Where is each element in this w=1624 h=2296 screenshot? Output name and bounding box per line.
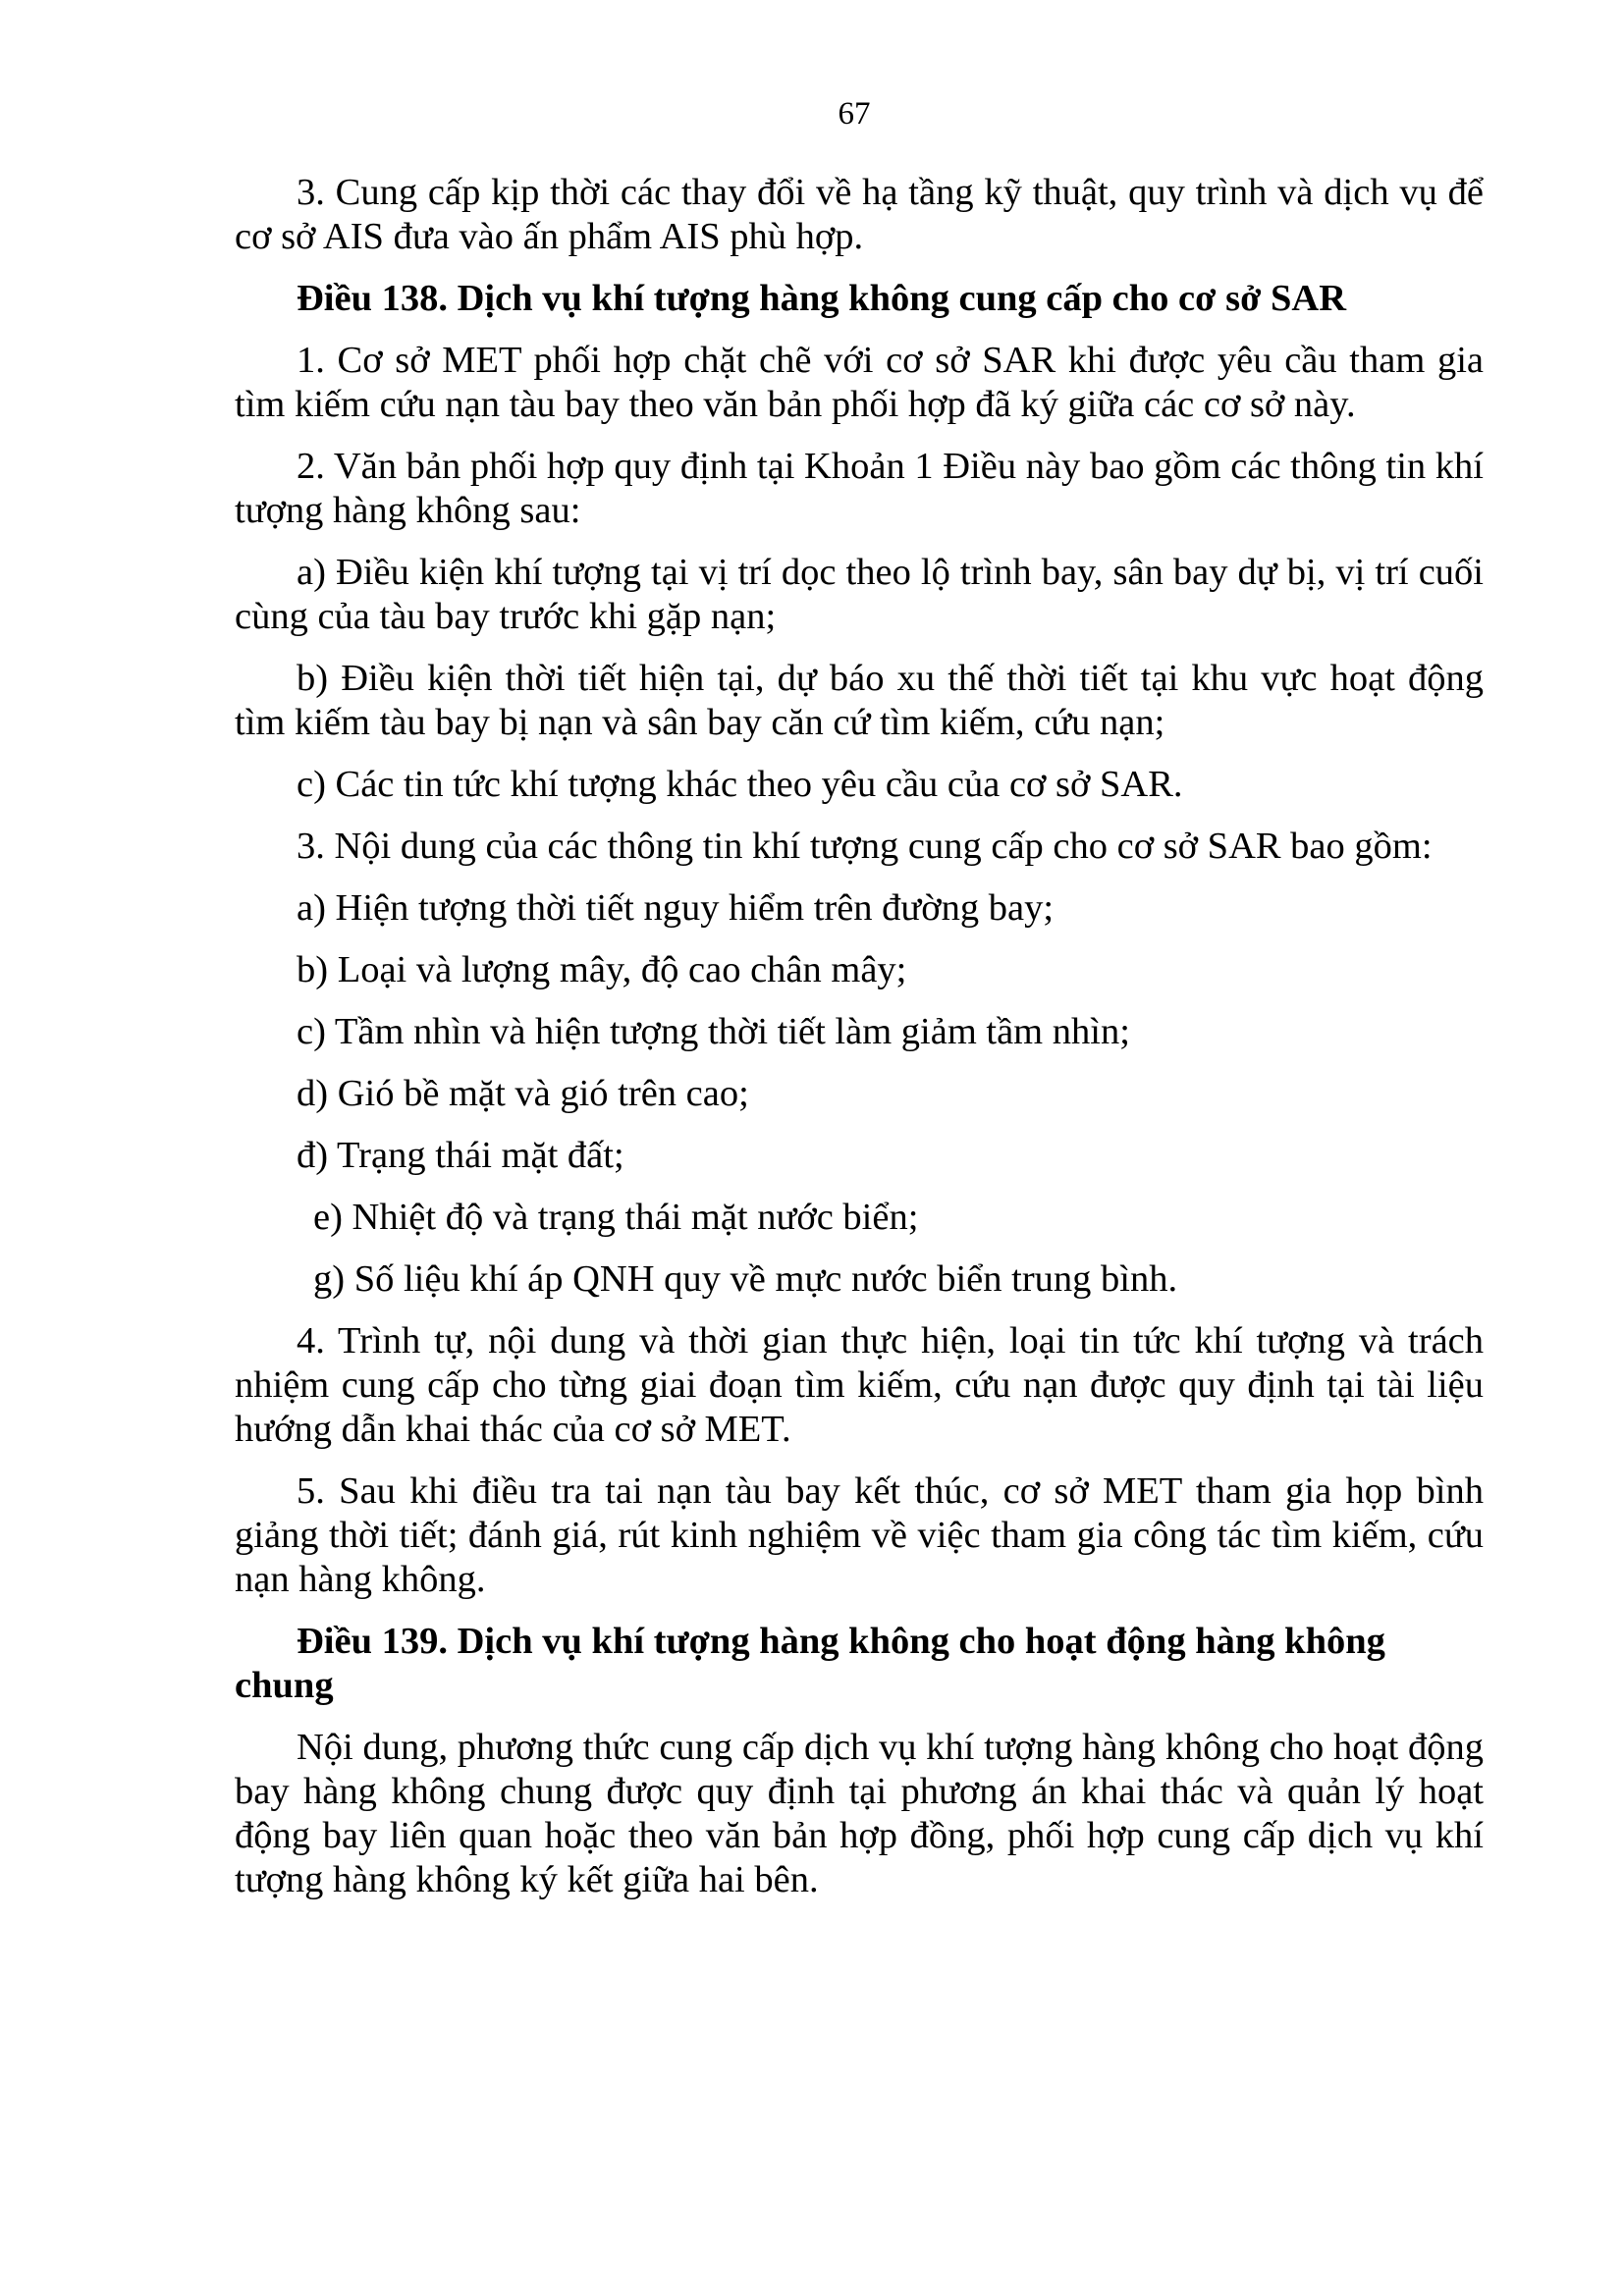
- paragraph-138-1: 1. Cơ sở MET phối hợp chặt chẽ với cơ sở SAR khi được yêu cầu tham gia tìm kiếm cứu nạn tàu bay theo văn bản phối hợp đã ký giữa các cơ sở này.: [235, 340, 1484, 425]
- paragraph-138-3c: c) Tầm nhìn và hiện tượng thời tiết làm giảm tầm nhìn;: [297, 1011, 1130, 1052]
- document-body: [235, 171, 1484, 1920]
- page-number: 67: [838, 96, 871, 132]
- paragraph-138-3dd: đ) Trạng thái mặt đất;: [297, 1135, 624, 1176]
- paragraph-138-3e: e) Nhiệt độ và trạng thái mặt nước biển;: [313, 1197, 919, 1238]
- paragraph-138-2a: a) Điều kiện khí tượng tại vị trí dọc theo lộ trình bay, sân bay dự bị, vị trí cuối cùng của tàu bay trước khi gặp nạn;: [235, 552, 1484, 637]
- paragraph-138-4: 4. Trình tự, nội dung và thời gian thực hiện, loại tin tức khí tượng và trách nhiệm cung cấp cho từng giai đoạn tìm kiếm, cứu nạn được quy định tại tài liệu hướng dẫn khai thác của cơ sở MET.: [235, 1320, 1484, 1450]
- paragraph-138-2b: b) Điều kiện thời tiết hiện tại, dự báo xu thế thời tiết tại khu vực hoạt động tìm kiếm tàu bay bị nạn và sân bay căn cứ tìm kiếm, cứu nạn;: [235, 658, 1484, 743]
- paragraph-138-2c: c) Các tin tức khí tượng khác theo yêu cầu của cơ sở SAR.: [297, 764, 1183, 805]
- article-139-heading: Điều 139. Dịch vụ khí tượng hàng không cho hoạt động hàng không chung: [235, 1621, 1385, 1706]
- paragraph-138-3a: a) Hiện tượng thời tiết nguy hiểm trên đường bay;: [297, 887, 1055, 929]
- paragraph-138-3: 3. Nội dung của các thông tin khí tượng cung cấp cho cơ sở SAR bao gồm:: [297, 826, 1433, 867]
- paragraph-139-body: Nội dung, phương thức cung cấp dịch vụ khí tượng hàng không cho hoạt động bay hàng không chung được quy định tại phương án khai thác và quản lý hoạt động bay liên quan hoặc theo văn bản hợp đồng, phối hợp cung cấp dịch vụ khí tượng hàng không ký kết giữa hai bên.: [235, 1727, 1484, 1900]
- paragraph-3-ais-updates: 3. Cung cấp kịp thời các thay đổi về hạ tầng kỹ thuật, quy trình và dịch vụ để cơ sở AIS đưa vào ấn phẩm AIS phù hợp.: [235, 172, 1484, 257]
- paragraph-138-2: 2. Văn bản phối hợp quy định tại Khoản 1 Điều này bao gồm các thông tin khí tượng hàng không sau:: [235, 446, 1484, 531]
- article-138-heading: Điều 138. Dịch vụ khí tượng hàng không cung cấp cho cơ sở SAR: [297, 278, 1347, 319]
- paragraph-138-3b: b) Loại và lượng mây, độ cao chân mây;: [297, 949, 907, 990]
- paragraph-138-5: 5. Sau khi điều tra tai nạn tàu bay kết thúc, cơ sở MET tham gia họp bình giảng thời tiết; đánh giá, rút kinh nghiệm về việc tham gia công tác tìm kiếm, cứu nạn hàng không.: [235, 1470, 1484, 1600]
- paragraph-138-3g: g) Số liệu khí áp QNH quy về mực nước biển trung bình.: [313, 1258, 1178, 1300]
- paragraph-138-3d: d) Gió bề mặt và gió trên cao;: [297, 1073, 749, 1114]
